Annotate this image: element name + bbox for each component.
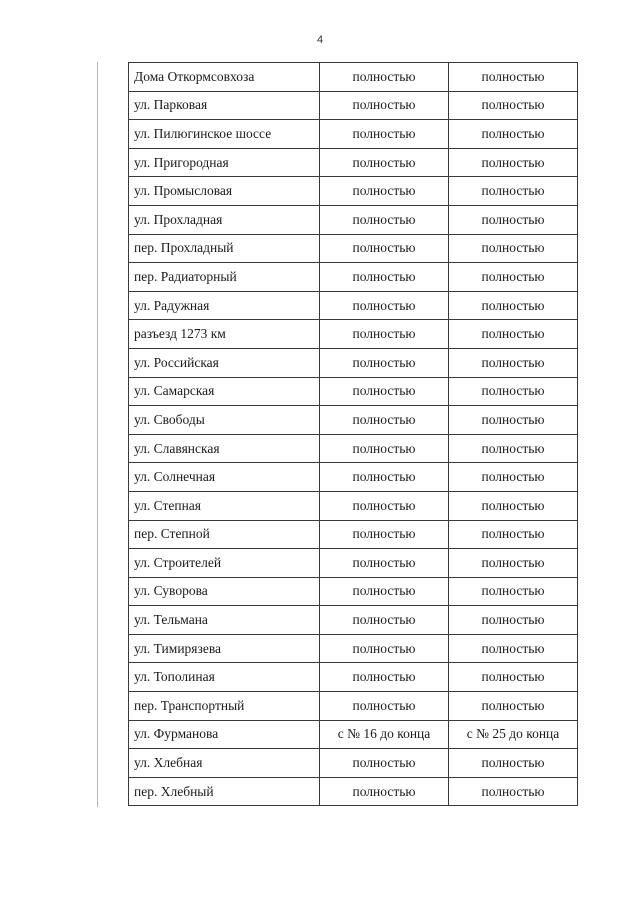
table-row bbox=[129, 291, 578, 320]
table-row bbox=[129, 434, 578, 463]
odd-houses-cell: полностью bbox=[449, 663, 578, 692]
table-row bbox=[129, 777, 578, 806]
even-houses-cell: полностью bbox=[320, 577, 449, 606]
margin-line bbox=[97, 62, 98, 807]
street-name-cell: ул. Хлебная bbox=[129, 749, 320, 778]
even-houses-cell: полностью bbox=[320, 692, 449, 721]
street-name-cell: пер. Транспортный bbox=[129, 692, 320, 721]
street-name-cell: пер. Прохладный bbox=[129, 234, 320, 263]
even-houses-cell: полностью bbox=[320, 606, 449, 635]
street-name-cell: ул. Пригородная bbox=[129, 148, 320, 177]
table-row bbox=[129, 549, 578, 578]
odd-houses-cell: полностью bbox=[449, 291, 578, 320]
street-name-cell: ул. Суворова bbox=[129, 577, 320, 606]
even-houses-cell: полностью bbox=[320, 205, 449, 234]
street-name-cell: разъезд 1273 км bbox=[129, 320, 320, 349]
odd-houses-cell: полностью bbox=[449, 205, 578, 234]
odd-houses-cell: полностью bbox=[449, 91, 578, 120]
street-table bbox=[128, 62, 578, 806]
even-houses-cell: полностью bbox=[320, 348, 449, 377]
odd-houses-cell: полностью bbox=[449, 434, 578, 463]
table-row bbox=[129, 491, 578, 520]
odd-houses-cell: полностью bbox=[449, 491, 578, 520]
odd-houses-cell: полностью bbox=[449, 634, 578, 663]
odd-houses-cell: полностью bbox=[449, 377, 578, 406]
odd-houses-cell: полностью bbox=[449, 63, 578, 92]
table-body bbox=[129, 63, 578, 806]
street-name-cell: ул. Радужная bbox=[129, 291, 320, 320]
street-name-cell: ул. Российская bbox=[129, 348, 320, 377]
even-houses-cell: полностью bbox=[320, 91, 449, 120]
even-houses-cell: полностью bbox=[320, 434, 449, 463]
even-houses-cell: полностью bbox=[320, 634, 449, 663]
table-row bbox=[129, 120, 578, 149]
odd-houses-cell: полностью bbox=[449, 348, 578, 377]
table-row bbox=[129, 577, 578, 606]
odd-houses-cell: полностью bbox=[449, 120, 578, 149]
odd-houses-cell: полностью bbox=[449, 777, 578, 806]
street-name-cell: ул. Фурманова bbox=[129, 720, 320, 749]
odd-houses-cell: полностью bbox=[449, 520, 578, 549]
table-row bbox=[129, 148, 578, 177]
table-row bbox=[129, 205, 578, 234]
table-row bbox=[129, 63, 578, 92]
even-houses-cell: полностью bbox=[320, 120, 449, 149]
odd-houses-cell: полностью bbox=[449, 463, 578, 492]
even-houses-cell: полностью bbox=[320, 234, 449, 263]
street-name-cell: ул. Самарская bbox=[129, 377, 320, 406]
street-name-cell: пер. Радиаторный bbox=[129, 263, 320, 292]
street-name-cell: ул. Славянская bbox=[129, 434, 320, 463]
even-houses-cell: полностью bbox=[320, 663, 449, 692]
table-row bbox=[129, 634, 578, 663]
even-houses-cell: полностью bbox=[320, 291, 449, 320]
table-row bbox=[129, 406, 578, 435]
street-name-cell: ул. Строителей bbox=[129, 549, 320, 578]
even-houses-cell: полностью bbox=[320, 549, 449, 578]
page-number: 4 bbox=[316, 34, 324, 46]
even-houses-cell: с № 16 до конца bbox=[320, 720, 449, 749]
even-houses-cell: полностью bbox=[320, 491, 449, 520]
street-name-cell: ул. Тимирязева bbox=[129, 634, 320, 663]
even-houses-cell: полностью bbox=[320, 777, 449, 806]
table-row bbox=[129, 234, 578, 263]
street-name-cell: ул. Парковая bbox=[129, 91, 320, 120]
odd-houses-cell: полностью bbox=[449, 263, 578, 292]
even-houses-cell: полностью bbox=[320, 520, 449, 549]
even-houses-cell: полностью bbox=[320, 263, 449, 292]
street-name-cell: ул. Тельмана bbox=[129, 606, 320, 635]
street-name-cell: ул. Свободы bbox=[129, 406, 320, 435]
even-houses-cell: полностью bbox=[320, 377, 449, 406]
odd-houses-cell: полностью bbox=[449, 177, 578, 206]
table-row bbox=[129, 663, 578, 692]
table-row bbox=[129, 263, 578, 292]
table-row bbox=[129, 520, 578, 549]
odd-houses-cell: полностью bbox=[449, 320, 578, 349]
even-houses-cell: полностью bbox=[320, 63, 449, 92]
street-name-cell: ул. Тополиная bbox=[129, 663, 320, 692]
table-row bbox=[129, 177, 578, 206]
even-houses-cell: полностью bbox=[320, 320, 449, 349]
odd-houses-cell: полностью bbox=[449, 606, 578, 635]
odd-houses-cell: с № 25 до конца bbox=[449, 720, 578, 749]
table-row bbox=[129, 91, 578, 120]
table-row bbox=[129, 463, 578, 492]
odd-houses-cell: полностью bbox=[449, 577, 578, 606]
table-row bbox=[129, 692, 578, 721]
street-name-cell: ул. Прохладная bbox=[129, 205, 320, 234]
table-row bbox=[129, 377, 578, 406]
odd-houses-cell: полностью bbox=[449, 234, 578, 263]
table-row bbox=[129, 320, 578, 349]
even-houses-cell: полностью bbox=[320, 749, 449, 778]
odd-houses-cell: полностью bbox=[449, 148, 578, 177]
street-name-cell: ул. Промысловая bbox=[129, 177, 320, 206]
even-houses-cell: полностью bbox=[320, 177, 449, 206]
table-row bbox=[129, 749, 578, 778]
street-name-cell: пер. Хлебный bbox=[129, 777, 320, 806]
street-name-cell: Дома Откормсовхоза bbox=[129, 63, 320, 92]
odd-houses-cell: полностью bbox=[449, 749, 578, 778]
street-name-cell: ул. Солнечная bbox=[129, 463, 320, 492]
even-houses-cell: полностью bbox=[320, 406, 449, 435]
street-name-cell: пер. Степной bbox=[129, 520, 320, 549]
odd-houses-cell: полностью bbox=[449, 549, 578, 578]
street-name-cell: ул. Пилюгинское шоссе bbox=[129, 120, 320, 149]
odd-houses-cell: полностью bbox=[449, 692, 578, 721]
street-name-cell: ул. Степная bbox=[129, 491, 320, 520]
even-houses-cell: полностью bbox=[320, 463, 449, 492]
table-row bbox=[129, 606, 578, 635]
odd-houses-cell: полностью bbox=[449, 406, 578, 435]
even-houses-cell: полностью bbox=[320, 148, 449, 177]
table-row bbox=[129, 348, 578, 377]
table-row bbox=[129, 720, 578, 749]
